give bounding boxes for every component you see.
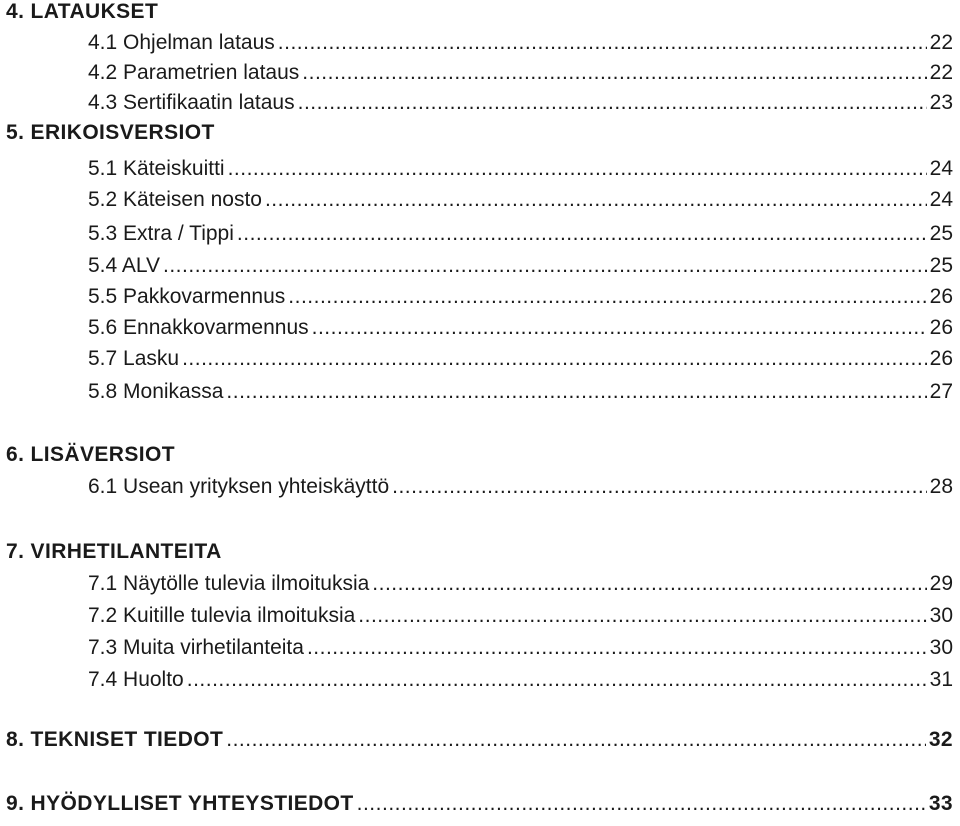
toc-page-number: 24: [929, 157, 953, 180]
toc-page-number: 28: [929, 475, 953, 498]
toc-label: 5.3 Extra / Tippi: [88, 222, 234, 245]
toc-page-number: 26: [929, 316, 953, 339]
dot-leader: [372, 572, 926, 596]
toc-heading-8-tekniset-tiedot: [0, 728, 953, 752]
toc-label: 6. LISÄVERSIOT: [6, 443, 175, 466]
toc-heading-5-erikoisversiot: [0, 121, 953, 145]
toc-entry-5-6-ennakkovarmennus: [0, 316, 953, 340]
toc-page-number: 33: [928, 792, 953, 815]
dot-leader: [312, 316, 927, 340]
toc-label: 9. HYÖDYLLISET YHTEYSTIEDOT: [6, 792, 354, 815]
toc-entry-4-1-ohjelman-lataus: [0, 31, 953, 55]
toc-label: 4.3 Sertifikaatin lataus: [88, 91, 295, 114]
toc-heading-4-lataukset: [0, 0, 953, 24]
toc-label: 7.1 Näytölle tulevia ilmoituksia: [88, 572, 370, 595]
toc-page-number: 22: [929, 31, 953, 54]
toc-label: 5.2 Käteisen nosto: [88, 188, 262, 211]
toc-label: 5.1 Käteiskuitti: [88, 157, 225, 180]
dot-leader: [358, 604, 926, 628]
dot-leader: [163, 254, 927, 278]
toc-label: 7.3 Muita virhetilanteita: [88, 636, 304, 659]
toc-page-number: 32: [928, 728, 953, 751]
toc-page-number: 25: [929, 254, 953, 277]
toc-heading-7-virhetilanteita: [0, 540, 953, 564]
toc-heading-9-hyodylliset-yhteystiedot: [0, 792, 953, 816]
toc-entry-7-3-muita-virhetilanteita: [0, 636, 953, 660]
toc-label: 7.4 Huolto: [88, 668, 184, 691]
toc-entry-5-5-pakkovarmennus: [0, 285, 953, 309]
toc-page-number: 26: [929, 347, 953, 370]
toc-entry-5-4-alv: [0, 254, 953, 278]
toc-page-number: 30: [929, 604, 953, 627]
toc-heading-6-lisaversiot: [0, 443, 953, 467]
toc-page-number: 30: [929, 636, 953, 659]
toc-entry-5-7-lasku: [0, 347, 953, 371]
toc-page-number: 22: [929, 61, 953, 84]
dot-leader: [226, 380, 926, 404]
toc-label: 4. LATAUKSET: [6, 0, 159, 23]
dot-leader: [187, 668, 927, 692]
toc-label: 4.2 Parametrien lataus: [88, 61, 300, 84]
toc-entry-5-2-kateisen-nosto: [0, 188, 953, 212]
dot-leader: [228, 157, 927, 181]
toc-page-number: 27: [929, 380, 953, 403]
dot-leader: [302, 61, 926, 85]
toc-label: 7. VIRHETILANTEITA: [6, 540, 222, 563]
dot-leader: [392, 475, 927, 499]
dot-leader: [307, 636, 927, 660]
toc-entry-5-1-kateiskuitti: [0, 157, 953, 181]
toc-label: 7.2 Kuitille tulevia ilmoituksia: [88, 604, 356, 627]
toc-entry-6-1-usean-yrityksen-yhteiskaytto: [0, 475, 953, 499]
toc-entry-7-1-naytolle-tulevia-ilmoituksia: [0, 572, 953, 596]
toc-page-number: 26: [929, 285, 953, 308]
toc-label: 6.1 Usean yrityksen yhteiskäyttö: [88, 475, 390, 498]
toc-entry-5-8-monikassa: [0, 380, 953, 404]
toc-entry-7-4-huolto: [0, 668, 953, 692]
dot-leader: [237, 222, 927, 246]
dot-leader: [278, 31, 927, 55]
toc-label: 5.6 Ennakkovarmennus: [88, 316, 309, 339]
toc-page-number: 29: [929, 572, 953, 595]
dot-leader: [265, 188, 927, 212]
toc-label: 5.5 Pakkovarmennus: [88, 285, 286, 308]
toc-label: 8. TEKNISET TIEDOT: [6, 728, 224, 751]
toc-entry-4-2-parametrien-lataus: [0, 61, 953, 85]
toc-label: 5.7 Lasku: [88, 347, 180, 370]
toc-page-number: 24: [929, 188, 953, 211]
dot-leader: [288, 285, 926, 309]
dot-leader: [226, 728, 926, 752]
toc-label: 5. ERIKOISVERSIOT: [6, 121, 215, 144]
dot-leader: [357, 792, 926, 816]
toc-entry-5-3-extra-tippi: [0, 222, 953, 246]
toc-page-number: 25: [929, 222, 953, 245]
toc-label: 4.1 Ohjelman lataus: [88, 31, 275, 54]
toc-page-number: 31: [929, 668, 953, 691]
toc-entry-4-3-sertifikaatin-lataus: [0, 91, 953, 115]
toc-page-number: 23: [929, 91, 953, 114]
dot-leader: [298, 91, 927, 115]
dot-leader: [182, 347, 927, 371]
toc-label: 5.4 ALV: [88, 254, 161, 277]
toc-label: 5.8 Monikassa: [88, 380, 224, 403]
toc-entry-7-2-kuitille-tulevia-ilmoituksia: [0, 604, 953, 628]
